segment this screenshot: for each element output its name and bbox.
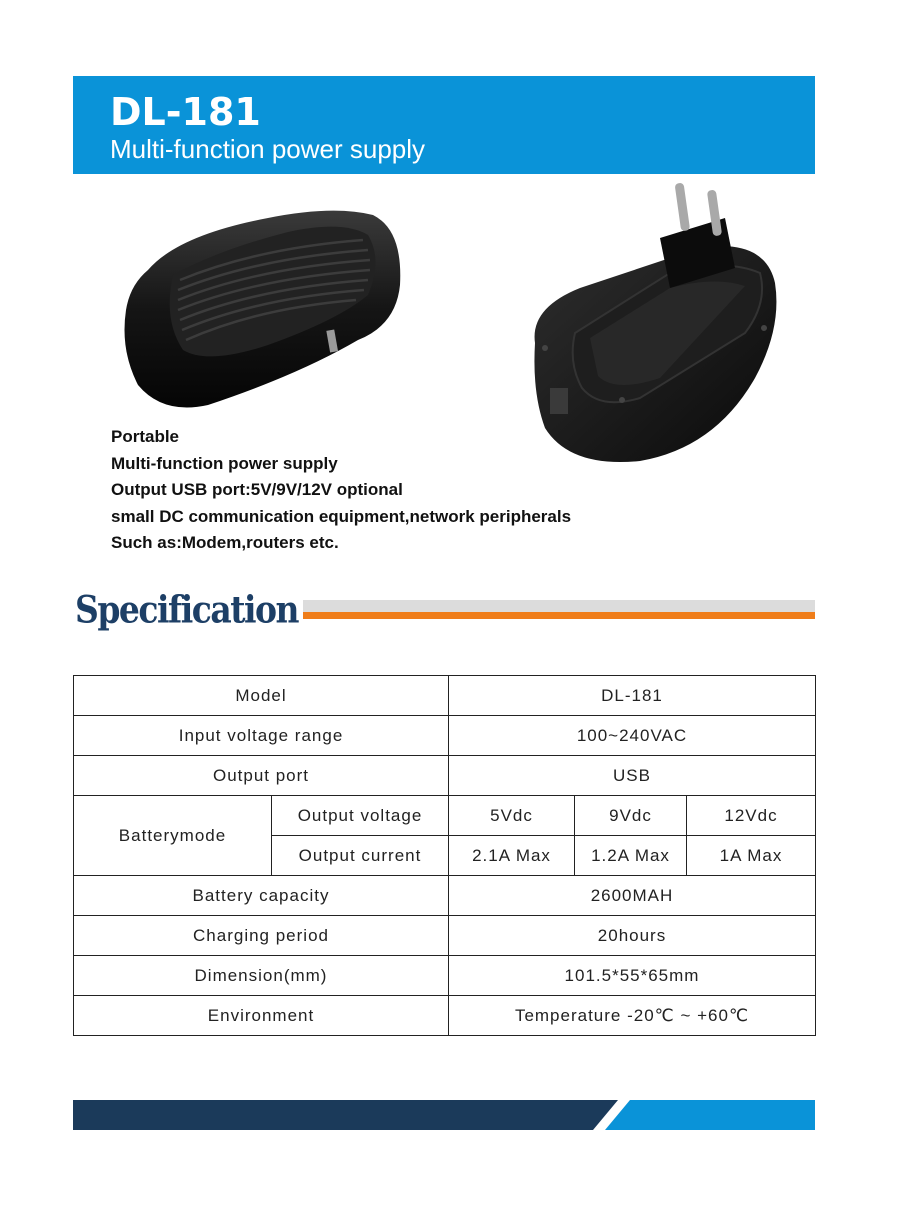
specification-table (73, 675, 816, 1036)
spec-value: 5Vdc (449, 796, 575, 836)
heading-divider-grey (303, 600, 815, 612)
spec-value: 12Vdc (687, 796, 816, 836)
feature-item: small DC communication equipment,network peripherals (111, 506, 572, 526)
product-model-title: DL-181 (110, 90, 261, 134)
spec-label: Environment (74, 996, 449, 1036)
spec-label: Model (74, 676, 449, 716)
table-row (74, 956, 816, 996)
spec-value: 9Vdc (575, 796, 687, 836)
spec-value: Temperature -20℃ ~ +60℃ (449, 996, 816, 1036)
spec-value: USB (449, 756, 816, 796)
table-row (74, 756, 816, 796)
spec-value: 1A Max (687, 836, 816, 876)
feature-item: Portable (111, 427, 180, 446)
product-subtitle: Multi-function power supply (110, 134, 426, 164)
spec-value: 100~240VAC (449, 716, 816, 756)
table-row (74, 716, 816, 756)
spec-value: 2.1A Max (449, 836, 575, 876)
header-banner (73, 76, 815, 174)
spec-label: Charging period (74, 916, 449, 956)
spec-value: 20hours (449, 916, 816, 956)
product-photo-front (118, 200, 408, 415)
table-row (74, 676, 816, 716)
feature-item: Such as:Modem,routers etc. (111, 533, 339, 552)
feature-item: Multi-function power supply (111, 453, 338, 473)
spec-label: Battery capacity (74, 876, 449, 916)
table-row (74, 876, 816, 916)
spec-sublabel: Output current (272, 836, 449, 876)
spec-value: DL-181 (449, 676, 816, 716)
spec-label: Input voltage range (74, 716, 449, 756)
footer-band (73, 1100, 815, 1130)
table-row (74, 996, 816, 1036)
spec-sublabel: Output voltage (272, 796, 449, 836)
heading-divider-orange (303, 612, 815, 619)
product-photo-rear-plug (520, 178, 785, 463)
table-row (74, 916, 816, 956)
spec-value: 1.2A Max (575, 836, 687, 876)
spec-label: Output port (74, 756, 449, 796)
feature-list (111, 424, 571, 557)
spec-value: 101.5*55*65mm (449, 956, 816, 996)
spec-label: Batterymode (74, 796, 272, 876)
spec-value: 2600MAH (449, 876, 816, 916)
spec-label: Dimension(mm) (74, 956, 449, 996)
feature-item: Output USB port:5V/9V/12V optional (111, 480, 403, 499)
specification-heading: Specification (75, 588, 299, 632)
table-row (74, 796, 816, 836)
